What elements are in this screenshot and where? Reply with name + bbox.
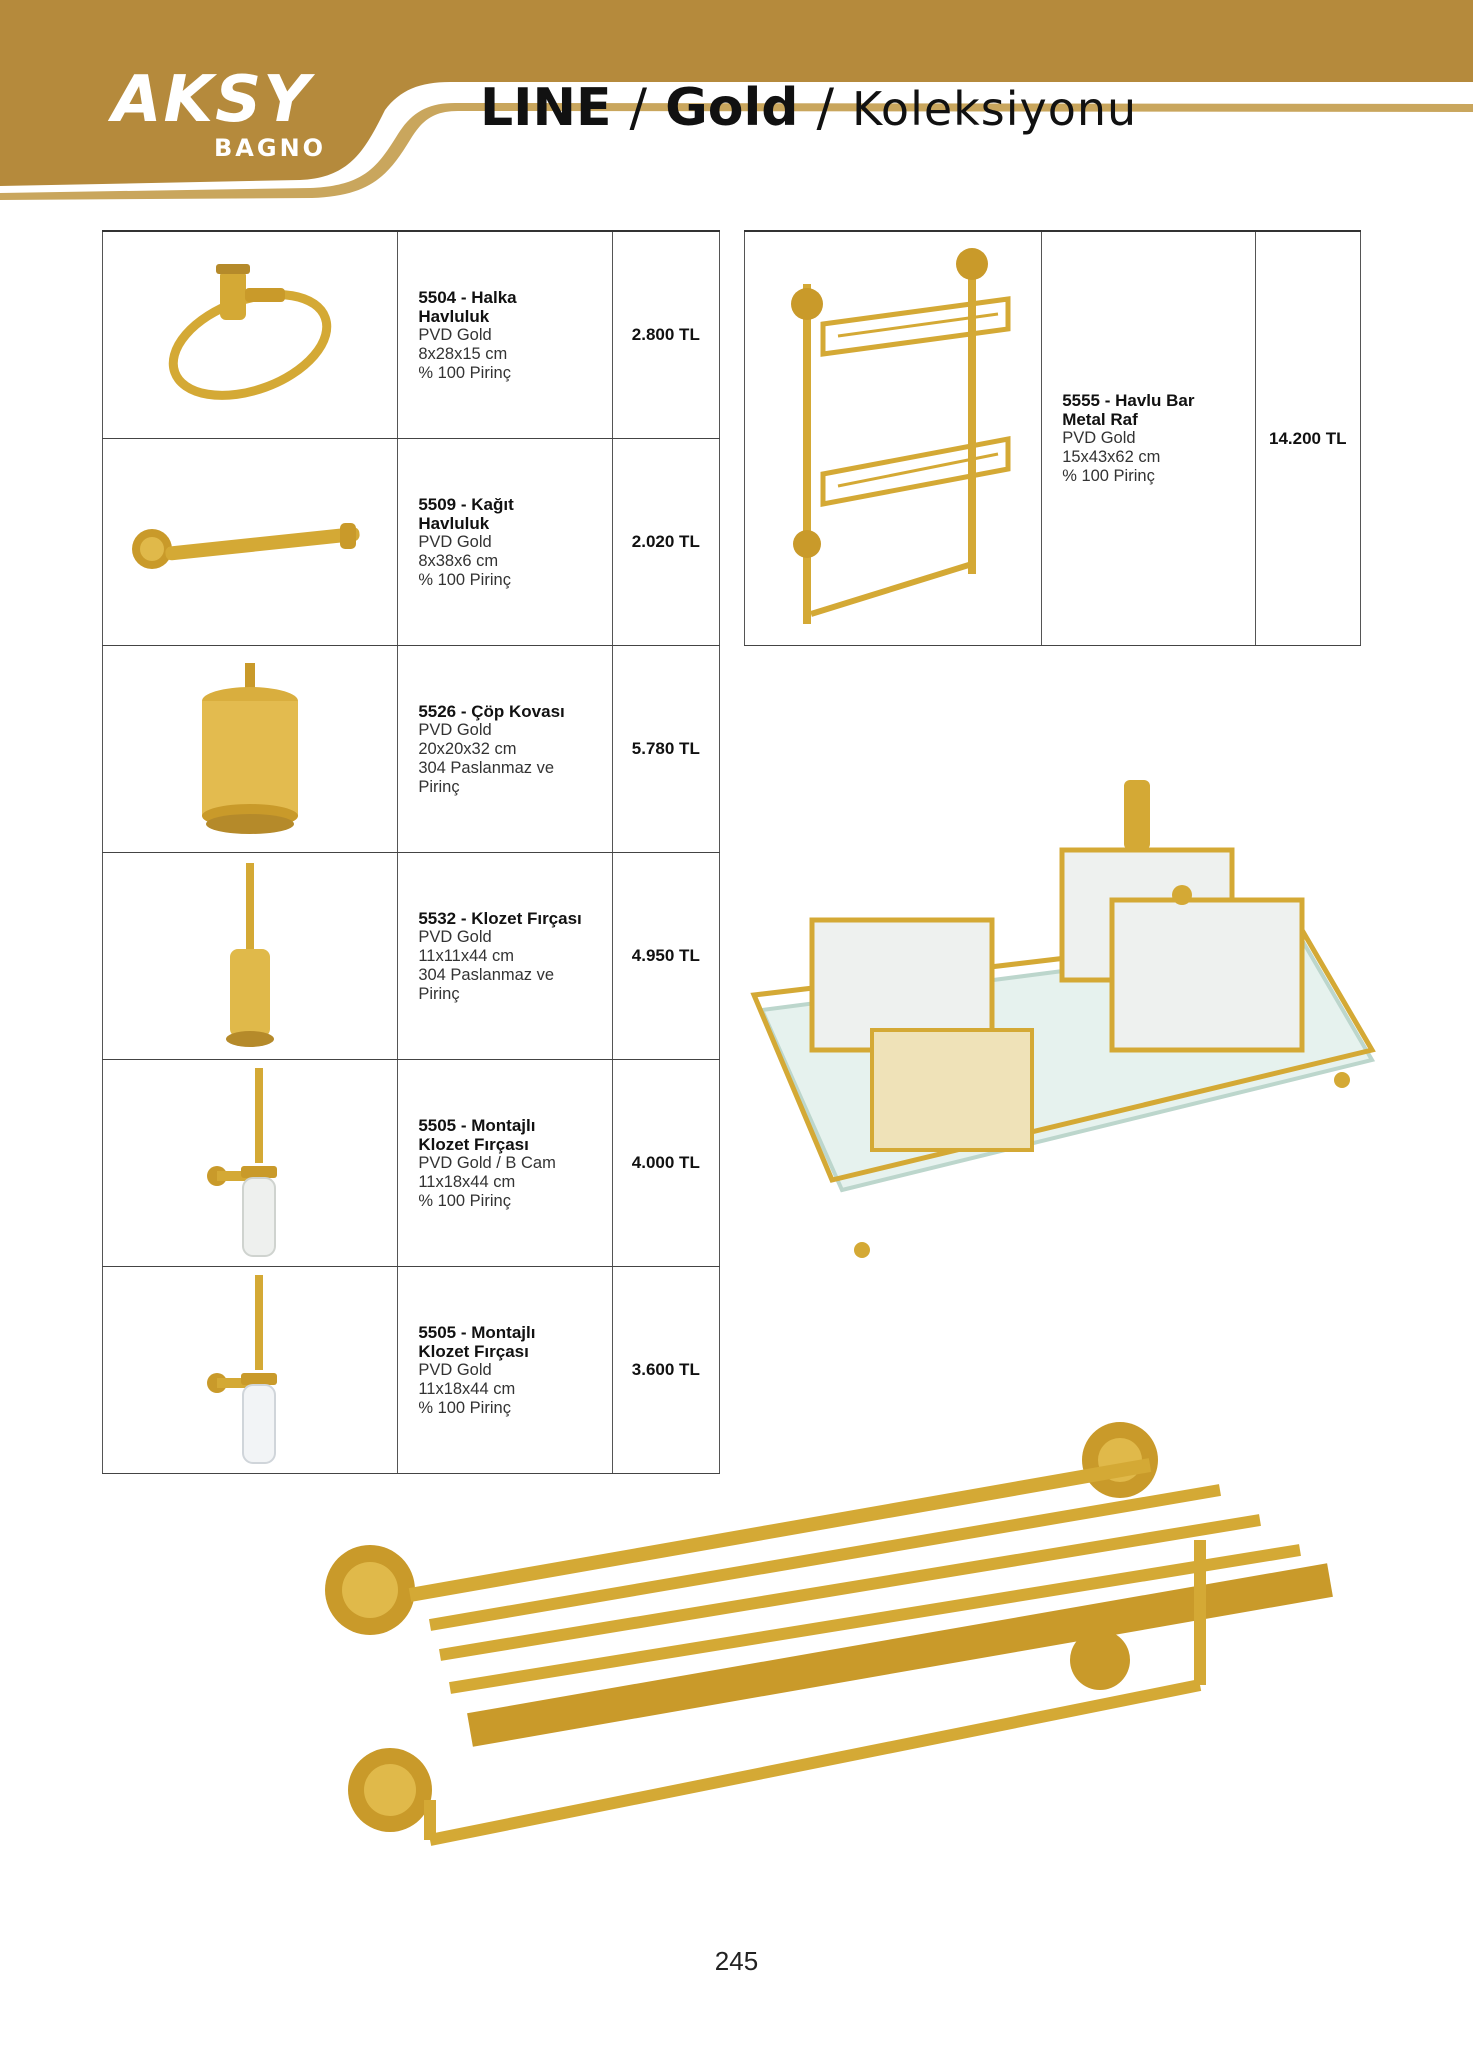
product-spec: PVD Gold / B Cam bbox=[418, 1153, 556, 1172]
product-spec: 8x38x6 cm bbox=[418, 551, 499, 570]
product-description bbox=[398, 231, 612, 439]
product-name: Metal Raf bbox=[1062, 410, 1138, 429]
kagit-havluluk-icon bbox=[130, 497, 370, 587]
product-price: 14.200 TL bbox=[1269, 428, 1347, 448]
page-title: LINE / Gold / Koleksiyonu bbox=[480, 78, 1138, 138]
klozet-fircasi-icon bbox=[215, 861, 285, 1051]
product-spec: % 100 Pirinç bbox=[418, 1191, 511, 1210]
product-description bbox=[398, 853, 612, 1060]
product-price-cell bbox=[612, 231, 719, 439]
page-number: 245 bbox=[714, 1946, 759, 1976]
product-name: 5505 - Montajlı bbox=[418, 1115, 536, 1135]
product-price: 2.800 TL bbox=[631, 325, 700, 344]
product-name: 5504 - Halka bbox=[418, 287, 517, 307]
product-spec: Pirinç bbox=[418, 984, 460, 1003]
product-name: Havluluk bbox=[418, 513, 490, 533]
product-name: Klozet Fırçası bbox=[418, 1134, 529, 1154]
brand-sub: BAGNO bbox=[214, 134, 327, 162]
product-name: 5526 - Çöp Kovası bbox=[418, 701, 565, 721]
product-description bbox=[398, 439, 612, 646]
product-price-cell bbox=[1255, 231, 1361, 646]
title-line: LINE bbox=[480, 78, 612, 138]
table-row bbox=[745, 231, 1361, 646]
product-description bbox=[1042, 231, 1255, 646]
product-name: Havluluk bbox=[418, 306, 490, 326]
product-name: 5555 - Havlu Bar bbox=[1062, 391, 1195, 410]
product-spec: % 100 Pirinç bbox=[418, 1398, 511, 1417]
table-row bbox=[103, 1060, 720, 1267]
product-spec: 304 Paslanmaz ve bbox=[418, 965, 555, 984]
page-header bbox=[0, 0, 1473, 200]
product-spec: PVD Gold bbox=[418, 927, 492, 946]
product-image-cell bbox=[103, 231, 398, 439]
product-spec: 11x18x44 cm bbox=[418, 1172, 516, 1191]
product-spec: 11x18x44 cm bbox=[418, 1379, 516, 1398]
product-price: 5.780 TL bbox=[631, 739, 700, 758]
product-price: 4.000 TL bbox=[631, 1153, 700, 1172]
product-price: 3.600 TL bbox=[631, 1360, 700, 1379]
product-spec: 11x11x44 cm bbox=[418, 946, 515, 965]
product-image-cell bbox=[745, 231, 1042, 646]
title-gold: Gold bbox=[665, 78, 799, 138]
towel-rack-image bbox=[320, 1420, 1350, 1900]
table-row bbox=[103, 231, 720, 439]
havlu-bar-metal-raf-icon bbox=[763, 244, 1023, 634]
product-price-cell bbox=[612, 1060, 719, 1267]
product-name: 5505 - Montajlı bbox=[418, 1322, 536, 1342]
product-price-cell bbox=[612, 439, 719, 646]
product-spec: % 100 Pirinç bbox=[418, 363, 511, 382]
product-price: 4.950 TL bbox=[631, 946, 700, 965]
product-spec: PVD Gold bbox=[418, 1360, 492, 1379]
product-image-cell bbox=[103, 853, 398, 1060]
product-spec: Pirinç bbox=[418, 777, 460, 796]
product-spec: 8x28x15 cm bbox=[418, 344, 508, 363]
table-row bbox=[103, 853, 720, 1060]
brand-logo: AKSY bbox=[112, 63, 312, 137]
product-price-cell bbox=[612, 853, 719, 1060]
product-image-cell bbox=[103, 439, 398, 646]
product-spec: PVD Gold bbox=[418, 532, 492, 551]
product-name: Klozet Fırçası bbox=[418, 1341, 529, 1361]
product-spec: PVD Gold bbox=[418, 325, 492, 344]
product-name: 5532 - Klozet Fırçası bbox=[418, 908, 582, 928]
product-price-cell bbox=[612, 646, 719, 853]
product-spec: 20x20x32 cm bbox=[418, 739, 517, 758]
montajli-klozet-fircasi-icon bbox=[205, 1066, 295, 1261]
product-spec: PVD Gold bbox=[418, 720, 492, 739]
product-price: 2.020 TL bbox=[631, 532, 700, 551]
table-row bbox=[103, 646, 720, 853]
product-spec: 15x43x62 cm bbox=[1062, 448, 1161, 466]
tray-set-icon bbox=[742, 780, 1382, 1260]
table-row bbox=[103, 439, 720, 646]
tray-set-image bbox=[742, 780, 1382, 1260]
towel-rack-icon bbox=[320, 1420, 1350, 1900]
product-name: 5509 - Kağıt bbox=[418, 494, 514, 514]
halka-havluluk-icon bbox=[150, 250, 350, 420]
left-product-table bbox=[102, 230, 720, 1474]
product-spec: % 100 Pirinç bbox=[1062, 467, 1155, 485]
right-product-table bbox=[744, 230, 1361, 646]
product-spec: % 100 Pirinç bbox=[418, 570, 511, 589]
product-spec: 304 Paslanmaz ve bbox=[418, 758, 555, 777]
product-description bbox=[398, 646, 612, 853]
title-collection: Koleksiyonu bbox=[852, 82, 1138, 136]
cop-kovasi-icon bbox=[195, 659, 305, 839]
product-image-cell bbox=[103, 646, 398, 853]
product-spec: PVD Gold bbox=[1062, 429, 1136, 447]
product-image-cell bbox=[103, 1060, 398, 1267]
montajli-klozet-fircasi-icon bbox=[205, 1273, 295, 1468]
product-description bbox=[398, 1060, 612, 1267]
